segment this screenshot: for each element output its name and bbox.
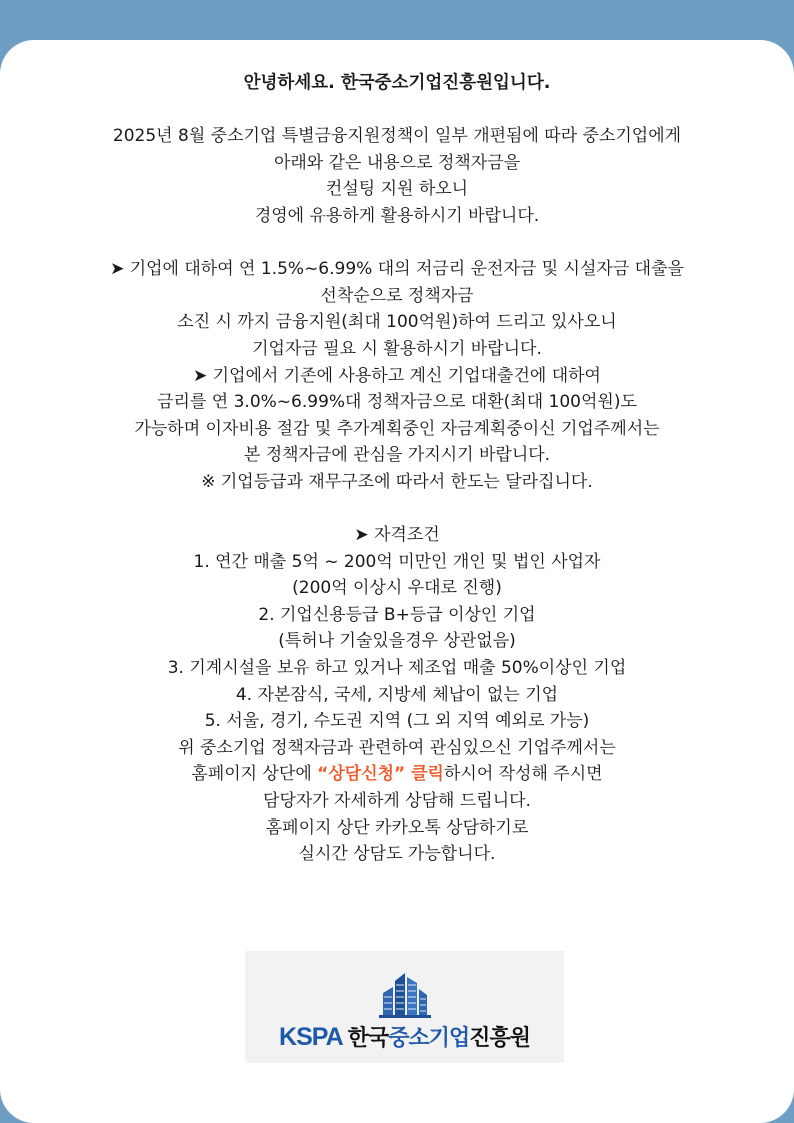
consult-request-link[interactable]: “상담신청” 클릭	[317, 764, 444, 785]
policy-line: 소진 시 까지 금융지원(최대 100억원)하여 드리고 있사오니	[177, 312, 617, 333]
intro-line: 경영에 유용하게 활용하시기 바랍니다.	[254, 205, 540, 226]
cta-text: 하시어 작성해 주시면	[443, 764, 603, 785]
spacer	[0, 496, 794, 523]
qualification-line: (200억 이상시 우대로 진행)	[292, 578, 502, 599]
logo-abbr: KSPA	[279, 1023, 342, 1051]
cta-text: 홈페이지 상단에	[191, 764, 318, 785]
logo-wordmark	[245, 1021, 564, 1052]
policy-line: 본 정책자금에 관심을 가지시기 바랍니다.	[243, 445, 551, 466]
logo-name-1: 한국	[347, 1025, 389, 1050]
intro-line: 아래와 같은 내용으로 정책자금을	[273, 152, 521, 173]
policy-line: 가능하며 이자비용 절감 및 추가계획중인 자금계획중이신 기업주께서는	[134, 418, 660, 439]
qualification-line: (특허나 기술있을경우 상관없음)	[278, 631, 516, 652]
cta-line	[0, 761, 794, 788]
qualification-line: 2. 기업신용등급 B+등급 이상인 기업	[258, 604, 536, 625]
qualification-line: 3. 기계시설을 보유 하고 있거나 제조업 매출 50%이상인 기업	[167, 658, 627, 679]
spacer	[0, 230, 794, 257]
qualification-line: 4. 자본잠식, 국세, 지방세 체납이 없는 기업	[235, 684, 559, 705]
policy-line: 기업자금 필요 시 활용하시기 바랍니다.	[252, 338, 542, 359]
policy-line: 금리를 연 3.0%~6.99%대 정책자금으로 대환(최대 100억원)도	[157, 392, 637, 413]
intro-line: 컨설팅 지원 하오니	[325, 179, 469, 200]
greeting-title: 안녕하세요. 한국중소기업진흥원입니다.	[243, 73, 551, 93]
logo-name-2: 중소기업	[388, 1025, 470, 1050]
policy-line: ➤ 기업에서 기존에 사용하고 계신 기업대출건에 대하여	[193, 365, 601, 386]
intro-line: 2025년 8월 중소기업 특별금융지원정책이 일부 개편됨에 따라 중소기업에게	[112, 126, 682, 147]
qualification-line: 위 중소기업 정책자금과 관련하여 관심있으신 기업주께서는	[178, 737, 616, 758]
qualification-line: 1. 연간 매출 5억 ~ 200억 미만인 개인 및 법인 사업자	[193, 551, 601, 572]
kspa-logo	[245, 951, 564, 1063]
buildings-icon	[375, 971, 435, 1019]
closing-line: 홈페이지 상단 카카오톡 상담하기로	[265, 817, 529, 838]
policy-line: 선착순으로 정책자금	[320, 285, 474, 306]
policy-note: ※ 기업등급과 재무구조에 따라서 한도는 달라집니다.	[201, 471, 593, 492]
qualification-line: 5. 서울, 경기, 수도권 지역 (그 외 지역 예외로 가능)	[204, 711, 590, 732]
qualification-heading: ➤ 자격조건	[354, 525, 440, 546]
policy-line: ➤ 기업에 대하여 연 1.5%~6.99% 대의 저금리 운전자금 및 시설자금 대출을	[110, 259, 684, 280]
spacer	[0, 97, 794, 124]
closing-line: 실시간 상담도 가능합니다.	[298, 844, 496, 865]
logo-name-3: 진흥원	[469, 1025, 530, 1050]
closing-line: 담당자가 자세하게 상담해 드립니다.	[263, 791, 531, 812]
